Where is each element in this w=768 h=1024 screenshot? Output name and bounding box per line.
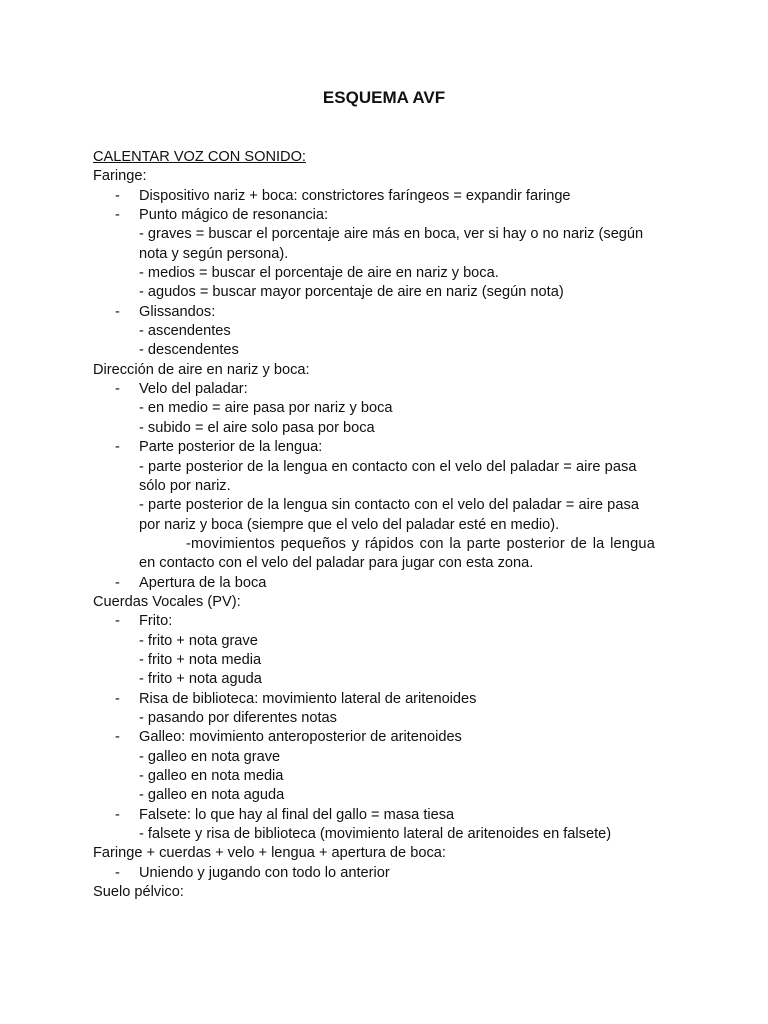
subsection-heading: Faringe + cuerdas + velo + lengua + apertura de boca: [93, 845, 446, 862]
bullet-text: Punto mágico de resonancia: [139, 207, 329, 224]
bullet-dash: - [115, 439, 120, 456]
sub-item: - agudos = buscar mayor porcentaje de aire en nariz (según nota) [139, 284, 564, 301]
subsection-heading: Suelo pélvico: [93, 884, 184, 901]
section-heading: CALENTAR VOZ CON SONIDO: [93, 149, 306, 165]
sub-item: - galleo en nota grave [139, 748, 281, 765]
bullet-item [93, 612, 675, 631]
sub-item: - falsete y risa de biblioteca (movimiento lateral de aritenoides en falsete) [139, 826, 612, 843]
sub-item: - ascendentes [139, 323, 231, 340]
bullet-text: Galleo: movimiento anteroposterior de aritenoides [139, 729, 462, 746]
bullet-dash: - [115, 381, 120, 398]
bullet-dash: - [115, 303, 120, 320]
bullet-item [93, 303, 675, 322]
sub-item: - descendentes [139, 342, 239, 359]
subsection-heading: Cuerdas Vocales (PV): [93, 593, 241, 610]
sub-item: - subido = el aire solo pasa por boca [139, 419, 375, 436]
bullet-text: Apertura de la boca [139, 574, 267, 591]
bullet-dash: - [115, 574, 120, 591]
bullet-dash: - [115, 806, 120, 823]
sub-item: - galleo en nota aguda [139, 787, 285, 804]
sub-item-continuation: nota y según persona). [139, 245, 289, 262]
bullet-text: Falsete: lo que hay al final del gallo = masa tiesa [139, 806, 455, 823]
bullet-dash: - [115, 729, 120, 746]
sub-item: - pasando por diferentes notas [139, 709, 337, 726]
bullet-item [93, 380, 675, 399]
bullet-item [93, 690, 675, 709]
bullet-item [93, 438, 675, 457]
bullet-text: Glissandos: [139, 303, 216, 320]
sub-item-continuation: sólo por nariz. [139, 477, 231, 494]
bullet-text: Uniendo y jugando con todo lo anterior [139, 864, 390, 881]
bullet-dash: - [115, 690, 120, 707]
sub-sub-item: -movimientos pequeños y rápidos con la parte posterior de la lengua [186, 535, 655, 552]
sub-item: - frito + nota grave [139, 632, 258, 649]
bullet-item [93, 206, 675, 225]
bullet-item [93, 864, 675, 883]
subsection-heading: Dirección de aire en nariz y boca: [93, 361, 310, 378]
bullet-dash: - [115, 207, 120, 224]
bullet-item [93, 806, 675, 825]
bullet-dash: - [115, 187, 120, 204]
sub-sub-item-continuation: en contacto con el velo del paladar para jugar con esta zona. [139, 555, 534, 572]
document-body [93, 148, 675, 902]
sub-item: - galleo en nota media [139, 768, 284, 784]
bullet-text: Frito: [139, 613, 173, 630]
sub-item: - frito + nota aguda [139, 671, 262, 688]
bullet-item [93, 574, 675, 593]
bullet-dash: - [115, 864, 120, 881]
bullet-text: Dispositivo nariz + boca: constrictores faríngeos = expandir faringe [139, 187, 571, 204]
bullet-item [93, 187, 675, 206]
bullet-text: Velo del paladar: [139, 381, 248, 398]
document-title: ESQUEMA AVF [322, 88, 446, 107]
sub-item-continuation: por nariz y boca (siempre que el velo del paladar esté en medio). [139, 516, 560, 533]
sub-item: - medios = buscar el porcentaje de aire en nariz y boca. [139, 265, 499, 282]
bullet-text: Parte posterior de la lengua: [139, 439, 323, 456]
sub-item: - parte posterior de la lengua en contacto con el velo del paladar = aire pasa [139, 458, 637, 475]
bullet-text: Risa de biblioteca: movimiento lateral de aritenoides [139, 690, 477, 707]
sub-item: - graves = buscar el porcentaje aire más en boca, ver si hay o no nariz (según [139, 226, 644, 243]
sub-item: - frito + nota media [139, 651, 262, 668]
subsection-heading: Faringe: [93, 168, 147, 185]
bullet-dash: - [115, 613, 120, 630]
sub-item: - parte posterior de la lengua sin contacto con el velo del paladar = aire pasa [139, 497, 640, 514]
bullet-item [93, 728, 675, 747]
sub-item: - en medio = aire pasa por nariz y boca [139, 400, 393, 417]
